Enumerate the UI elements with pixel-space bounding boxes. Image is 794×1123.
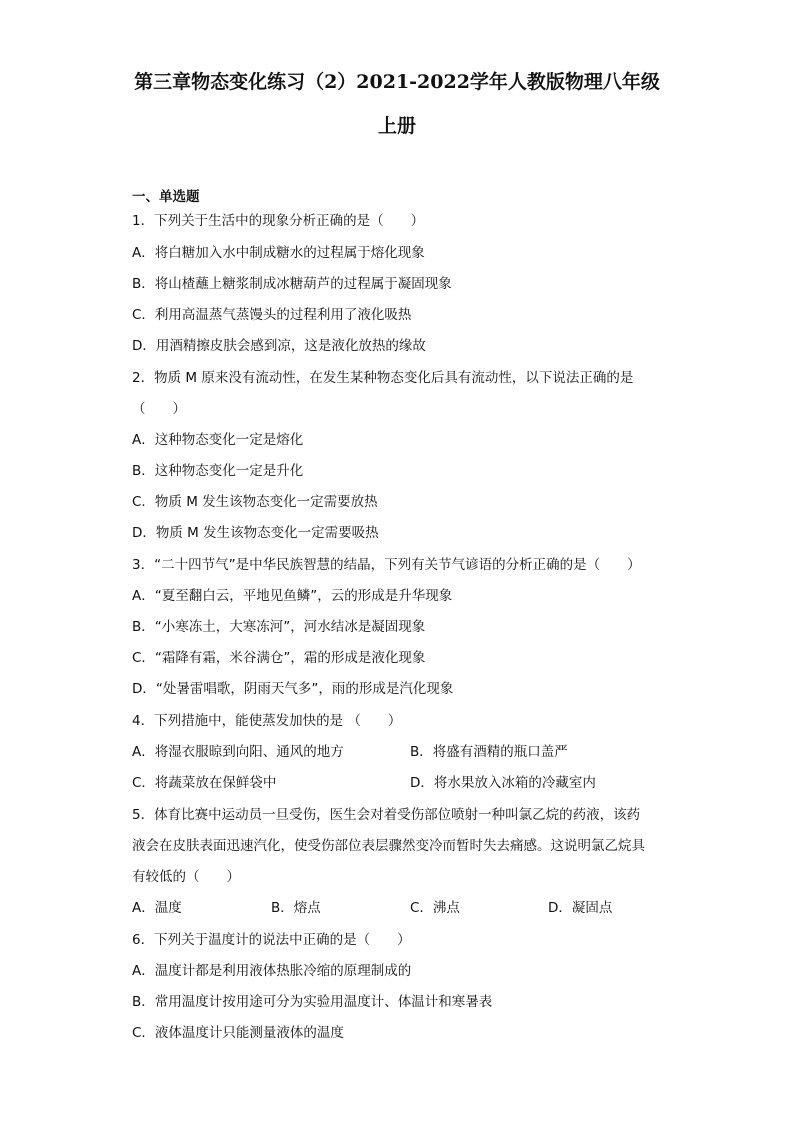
q4-option-a: A．将湿衣服晾到向阳、通风的地方 bbox=[132, 744, 344, 760]
q1-option-c: C．利用高温蒸气蒸馒头的过程利用了液化吸热 bbox=[132, 307, 412, 323]
q6-option-c: C．液体温度计只能测量液体的温度 bbox=[132, 1025, 344, 1041]
q1-stem: 1．下列关于生活中的现象分析正确的是（ ） bbox=[132, 213, 425, 229]
q5-option-c: C．沸点 bbox=[410, 900, 460, 916]
q1-option-a: A．将白糖加入水中制成糖水的过程属于熔化现象 bbox=[132, 245, 425, 261]
page-title-line-2: 上册 bbox=[377, 115, 416, 137]
q6-option-a: A．温度计都是利用液体热胀冷缩的原理制成的 bbox=[132, 963, 412, 979]
q1-option-b: B．将山楂蘸上糖浆制成冰糖葫芦的过程属于凝固现象 bbox=[132, 276, 452, 292]
q3-option-b: B．“小寒冻土，大寒冻河”，河水结冰是凝固现象 bbox=[132, 619, 426, 635]
q3-stem: 3．“二十四节气”是中华民族智慧的结晶，下列有关节气谚语的分析正确的是（ ） bbox=[132, 557, 641, 573]
q5-stem-line-3: 有较低的（ ） bbox=[132, 869, 240, 885]
q2-option-d: D．物质 M 发生该物态变化一定需要吸热 bbox=[132, 525, 379, 541]
q2-option-b: B．这种物态变化一定是升化 bbox=[132, 463, 304, 479]
q5-stem-line-1: 5．体育比赛中运动员一旦受伤，医生会对着受伤部位喷射一种叫氯乙烷的药液，该药 bbox=[132, 807, 641, 823]
q3-option-a: A．“夏至翻白云，平地见鱼鳞”，云的形成是升华现象 bbox=[132, 588, 453, 604]
section-heading: 一、单选题 bbox=[132, 189, 200, 205]
q3-option-c: C．“霜降有霜，米谷满仓”，霜的形成是液化现象 bbox=[132, 650, 426, 666]
page-title-line-1: 第三章物态变化练习（2）2021-2022学年人教版物理八年级 bbox=[134, 71, 660, 93]
q6-option-b: B．常用温度计按用途可分为实验用温度计、体温计和寒暑表 bbox=[132, 994, 493, 1010]
q2-option-a: A．这种物态变化一定是熔化 bbox=[132, 432, 304, 448]
q4-option-c: C．将蔬菜放在保鲜袋中 bbox=[132, 775, 277, 791]
q6-stem: 6．下列关于温度计的说法中正确的是（ ） bbox=[132, 932, 411, 948]
q1-option-d: D．用酒精擦皮肤会感到凉，这是液化放热的缘故 bbox=[132, 338, 426, 354]
q5-option-b: B．熔点 bbox=[271, 900, 321, 916]
q5-option-d: D．凝固点 bbox=[548, 900, 613, 916]
q2-stem-line-2: （ ） bbox=[132, 401, 186, 417]
q2-stem-line-1: 2．物质 M 原来没有流动性，在发生某种物态变化后具有流动性，以下说法正确的是 bbox=[132, 370, 634, 386]
q4-option-d: D．将水果放入冰箱的冷藏室内 bbox=[410, 775, 596, 791]
q2-option-c: C．物质 M 发生该物态变化一定需要放热 bbox=[132, 494, 378, 510]
q3-option-d: D．“处暑雷唱歌，阴雨天气多”，雨的形成是汽化现象 bbox=[132, 681, 454, 697]
q4-option-b: B．将盛有酒精的瓶口盖严 bbox=[410, 744, 568, 760]
q5-stem-line-2: 液会在皮肤表面迅速汽化，使受伤部位表层骤然变冷而暂时失去痛感。这说明氯乙烷具 bbox=[132, 838, 645, 854]
q4-stem: 4．下列措施中，能使蒸发加快的是 （ ） bbox=[132, 713, 402, 729]
q5-option-a: A．温度 bbox=[132, 900, 182, 916]
